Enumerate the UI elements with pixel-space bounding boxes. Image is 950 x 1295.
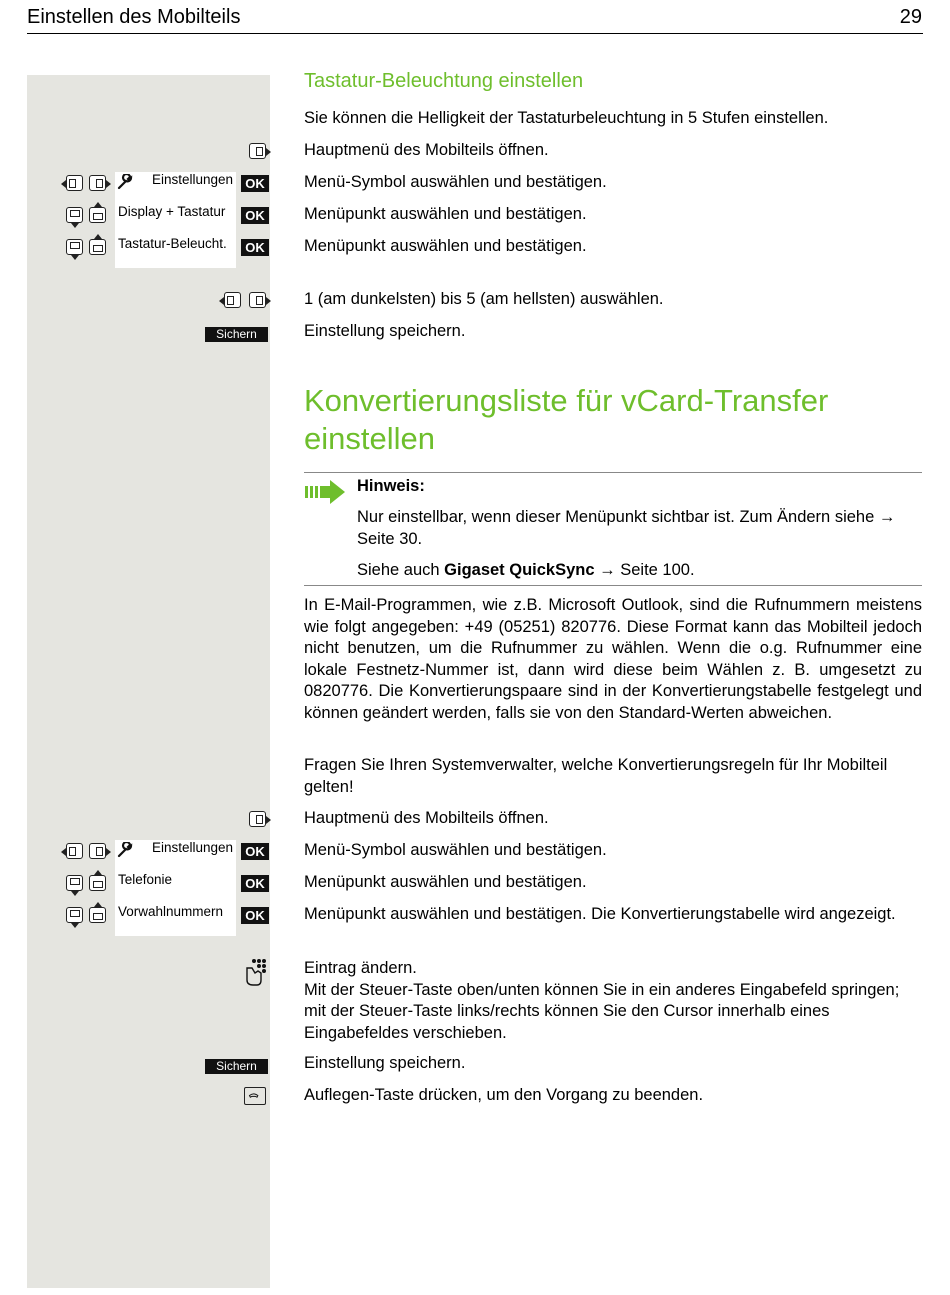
menu-label: Tastatur-Beleucht.	[118, 236, 227, 251]
right-key-icon	[89, 175, 106, 191]
page-header-title: Einstellen des Mobilteils	[27, 6, 241, 28]
left-key-icon	[66, 843, 83, 859]
sichern-button[interactable]: Sichern	[205, 327, 268, 342]
body-paragraph: Fragen Sie Ihren Systemverwalter, welche Konvertierungsregeln für Ihr Mobilteil gelten!	[304, 756, 888, 796]
hinweis-top-rule	[304, 472, 922, 473]
section-heading-tastatur: Tastatur-Beleuchtung einstellen	[304, 70, 584, 92]
menu-display-telefonie	[115, 872, 236, 904]
ok-button[interactable]: OK	[241, 207, 269, 224]
step-text: Einstellung speichern.	[304, 322, 466, 340]
sichern-button[interactable]: Sichern	[205, 1059, 268, 1074]
up-key-icon	[89, 207, 106, 223]
right-key-icon	[89, 843, 106, 859]
step-text: 1 (am dunkelsten) bis 5 (am hellsten) auswählen.	[304, 290, 664, 308]
section-intro: Sie können die Helligkeit der Tastaturbeleuchtung in 5 Stufen einstellen.	[304, 109, 829, 127]
left-key-icon	[224, 292, 241, 308]
section-heading-konvertierung: Konvertierungsliste für vCard-Transfer einstellen	[304, 383, 829, 456]
menu-display-vorwahlnummern	[115, 904, 236, 936]
header-rule	[27, 33, 923, 34]
ok-button[interactable]: OK	[241, 875, 269, 892]
right-key-icon	[249, 292, 266, 308]
step-text: Menü-Symbol auswählen und bestätigen.	[304, 841, 607, 859]
step-text: Eintrag ändern. Mit der Steuer-Taste oben/unten können Sie in ein anderes Eingabefeld springen; mit der Steuer-Taste links/rechts können Sie den Cursor innerhalb eines Eingabefeldes verschieben.	[304, 959, 900, 1042]
hinweis-see-also-post: → Seite 100.	[594, 561, 695, 579]
menu-label: Einstellungen	[151, 172, 233, 187]
hinweis-see-also-product: Gigaset QuickSync	[444, 561, 595, 579]
page-number: 29	[899, 6, 922, 28]
step-text: Hauptmenü des Mobilteils öffnen.	[304, 809, 549, 827]
step-text: Auflegen-Taste drücken, um den Vorgang zu beenden.	[304, 1086, 704, 1104]
step-text: Einstellung speichern.	[304, 1054, 466, 1072]
ok-button[interactable]: OK	[241, 843, 269, 860]
keypad-hand-icon	[244, 958, 268, 986]
up-key-icon	[89, 239, 106, 255]
menu-display-einstellungen	[115, 840, 236, 872]
step-text: Menü-Symbol auswählen und bestätigen.	[304, 173, 607, 191]
down-key-icon	[66, 907, 83, 923]
right-key-icon	[249, 811, 266, 827]
hinweis-title: Hinweis:	[357, 477, 425, 495]
menu-label: Einstellungen	[151, 840, 233, 855]
menu-display-tastatur-beleucht	[115, 236, 236, 268]
hangup-key-icon	[244, 1087, 266, 1105]
phone-handset-icon	[245, 1088, 264, 1103]
menu-display-einstellungen	[115, 172, 236, 204]
hinweis-see-also-pre: Siehe auch	[357, 561, 445, 579]
ok-button[interactable]: OK	[241, 239, 269, 256]
left-key-icon	[66, 175, 83, 191]
ok-button[interactable]: OK	[241, 175, 269, 192]
step-text: Menüpunkt auswählen und bestätigen.	[304, 237, 587, 255]
step-text: Hauptmenü des Mobilteils öffnen.	[304, 141, 549, 159]
body-paragraph: In E-Mail-Programmen, wie z.B. Microsoft Outlook, sind die Rufnummern meistens wie folgt angegeben: +49 (05251) 820776. Diese Format kann das Mobilteil jedoch nicht benutzen, um die Rufnummer zu wählen. Wenn die o.g. Rufnummer eine lokale Festnetz-Nummer ist, dann wird diese beim Wählen z. B. umgesetzt zu 0820776. Die Konvertierungspaare sind in der Konvertierungstabelle festgelegt und können geändert werden, falls sie von den Standard-Werten abweichen.	[304, 596, 922, 722]
down-key-icon	[66, 875, 83, 891]
menu-label: Display + Tastatur	[118, 204, 226, 219]
hinweis-text: Nur einstellbar, wenn dieser Menüpunkt sichtbar ist. Zum Ändern siehe → Seite 30.	[357, 508, 896, 548]
hinweis-see-also	[357, 560, 922, 582]
up-key-icon	[89, 907, 106, 923]
menu-display-display-tastatur	[115, 204, 236, 236]
step-text: Menüpunkt auswählen und bestätigen.	[304, 205, 587, 223]
hinweis-arrow-icon	[305, 480, 345, 504]
hinweis-bottom-rule	[304, 585, 922, 586]
wrench-icon	[117, 174, 133, 190]
menu-label: Telefonie	[118, 872, 173, 887]
menu-label: Vorwahlnummern	[118, 904, 224, 919]
down-key-icon	[66, 207, 83, 223]
step-text: Menüpunkt auswählen und bestätigen. Die Konvertierungstabelle wird angezeigt.	[304, 905, 896, 923]
ok-button[interactable]: OK	[241, 907, 269, 924]
down-key-icon	[66, 239, 83, 255]
step-text: Menüpunkt auswählen und bestätigen.	[304, 873, 587, 891]
up-key-icon	[89, 875, 106, 891]
right-key-icon	[249, 143, 266, 159]
wrench-icon	[117, 842, 133, 858]
